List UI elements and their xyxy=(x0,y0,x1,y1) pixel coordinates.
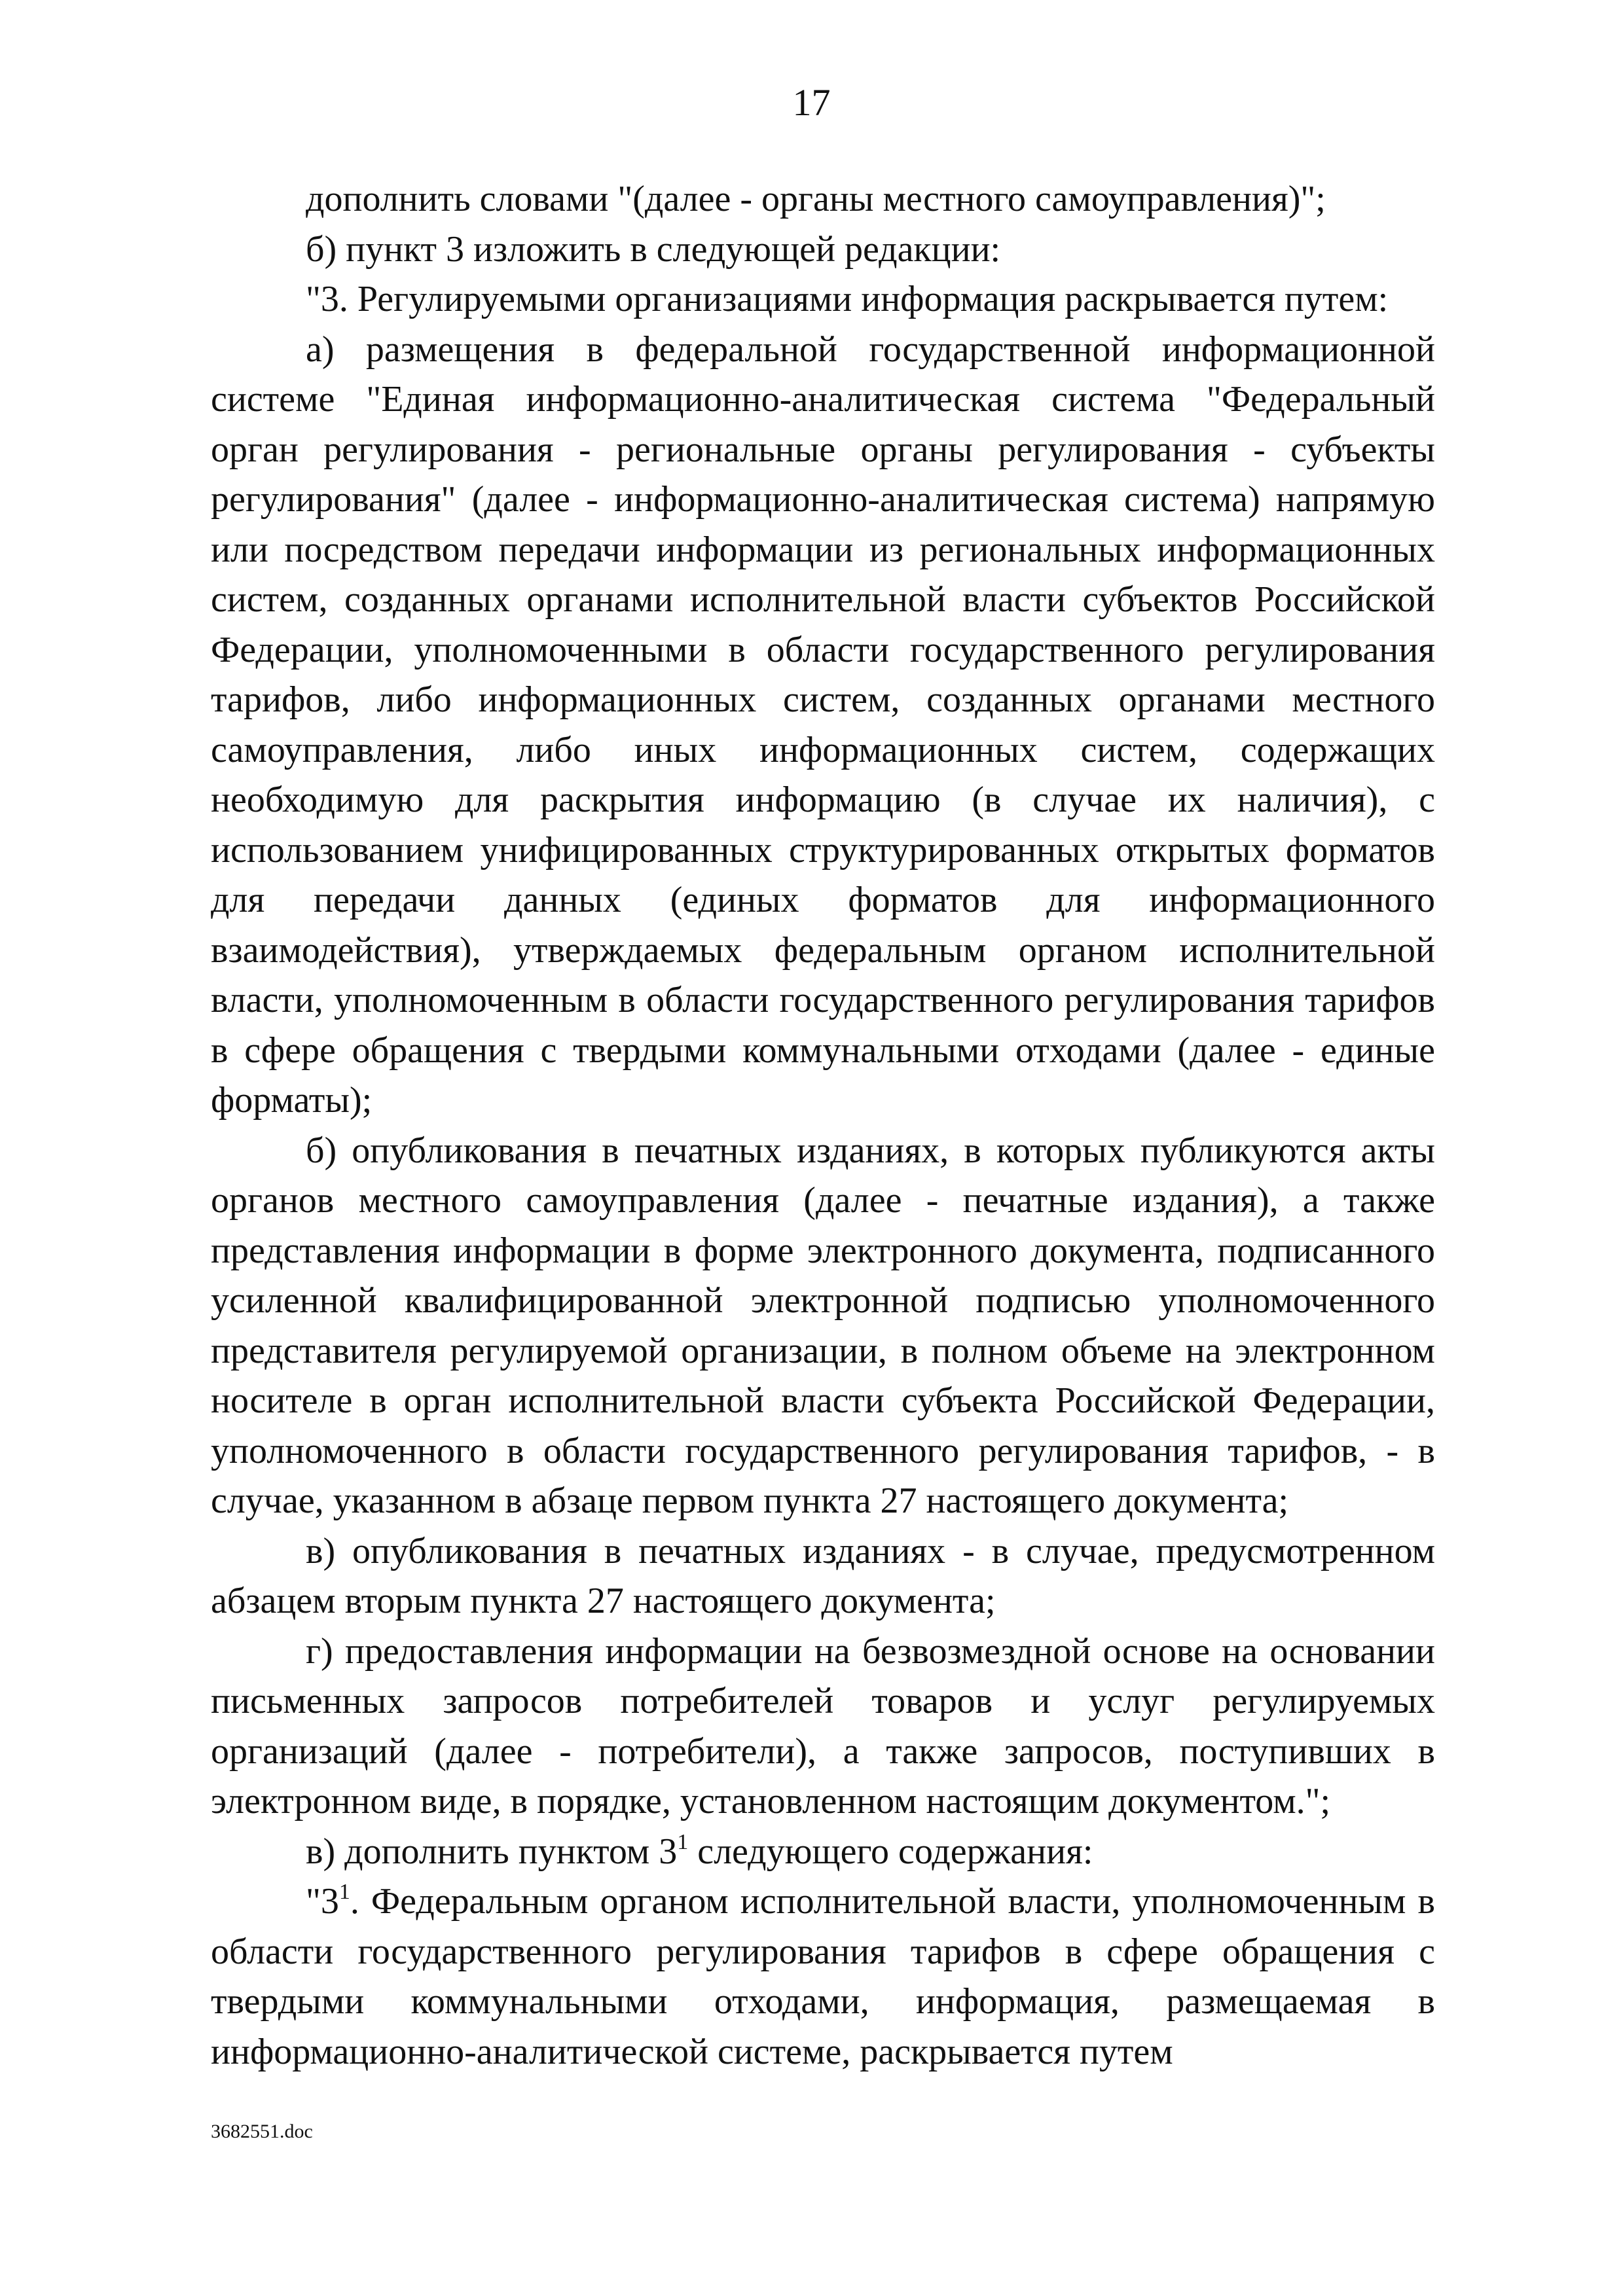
paragraph-4: а) размещения в федеральной государственной информационной системе "Единая информационно-аналитическая система "Федеральный орган регулирования - региональные органы регулирования - субъекты регулирования" (далее - информационно-аналитическая система) напрямую или посредством передачи информации из региональных информационных систем, созданных органами исполнительной власти субъектов Российской Федерации, уполномоченными в области государственного регулирования тарифов, либо информационных систем, созданных органами местного самоуправления, либо иных информационных систем, содержащих необходимую для раскрытия информацию (в случае их наличия), с использованием унифицированных структурированных открытых форматов для передачи данных (единых форматов для информационного взаимодействия), утверждаемых федеральным органом исполнительной власти, уполномоченным в области государственного регулирования тарифов в сфере обращения с твердыми коммунальными отходами (далее - единые форматы); xyxy=(211,329,1435,1121)
paragraph-8-text-start: в) дополнить пунктом 3 xyxy=(306,1831,678,1872)
document-body xyxy=(211,174,1435,2077)
paragraph-1: дополнить словами "(далее - органы местного самоуправления)"; xyxy=(306,179,1326,219)
paragraph-8 xyxy=(211,1827,1435,1877)
paragraph-7: г) предоставления информации на безвозмездной основе на основании письменных запросов потребителей товаров и услуг регулируемых организаций (далее - потребители), а также запросов, поступивших в электронном виде, в порядке, установленном настоящим документом."; xyxy=(211,1630,1435,1821)
paragraph-8-superscript: 1 xyxy=(677,1829,689,1854)
paragraph-9 xyxy=(211,1876,1435,2077)
footer-doc-code: 3682551.doc xyxy=(211,2121,313,2142)
page-number: 17 xyxy=(792,81,831,124)
paragraph-6: в) опубликования в печатных изданиях - в случае, предусмотренном абзацем вторым пункта 27 настоящего документа; xyxy=(211,1530,1435,1621)
paragraph-8-text-end: следующего содержания: xyxy=(688,1831,1093,1872)
paragraph-9-text-start: "3 xyxy=(306,1881,339,1922)
paragraph-9-text-end: . Федеральным органом исполнительной власти, уполномоченным в области государственного регулирования тарифов в сфере обращения с твердыми коммунальными отходами, информация, размещаемая в информационно-аналитической системе, раскрывается путем xyxy=(211,1881,1435,2072)
paragraph-9-superscript: 1 xyxy=(338,1880,350,1904)
paragraph-2: б) пункт 3 изложить в следующей редакции: xyxy=(306,228,1001,270)
paragraph-5: б) опубликования в печатных изданиях, в которых публикуются акты органов местного самоуправления (далее - печатные издания), а также представления информации в форме электронного документа, подписанного усиленной квалифицированной электронной подписью уполномоченного представителя регулируемой организации, в полном объеме на электронном носителе в орган исполнительной власти субъекта Российской Федерации, уполномоченного в области государственного регулирования тарифов, - в случае, указанном в абзаце первом пункта 27 настоящего документа; xyxy=(211,1130,1435,1521)
paragraph-3: "3. Регулируемыми организациями информация раскрывается путем: xyxy=(306,279,1389,319)
